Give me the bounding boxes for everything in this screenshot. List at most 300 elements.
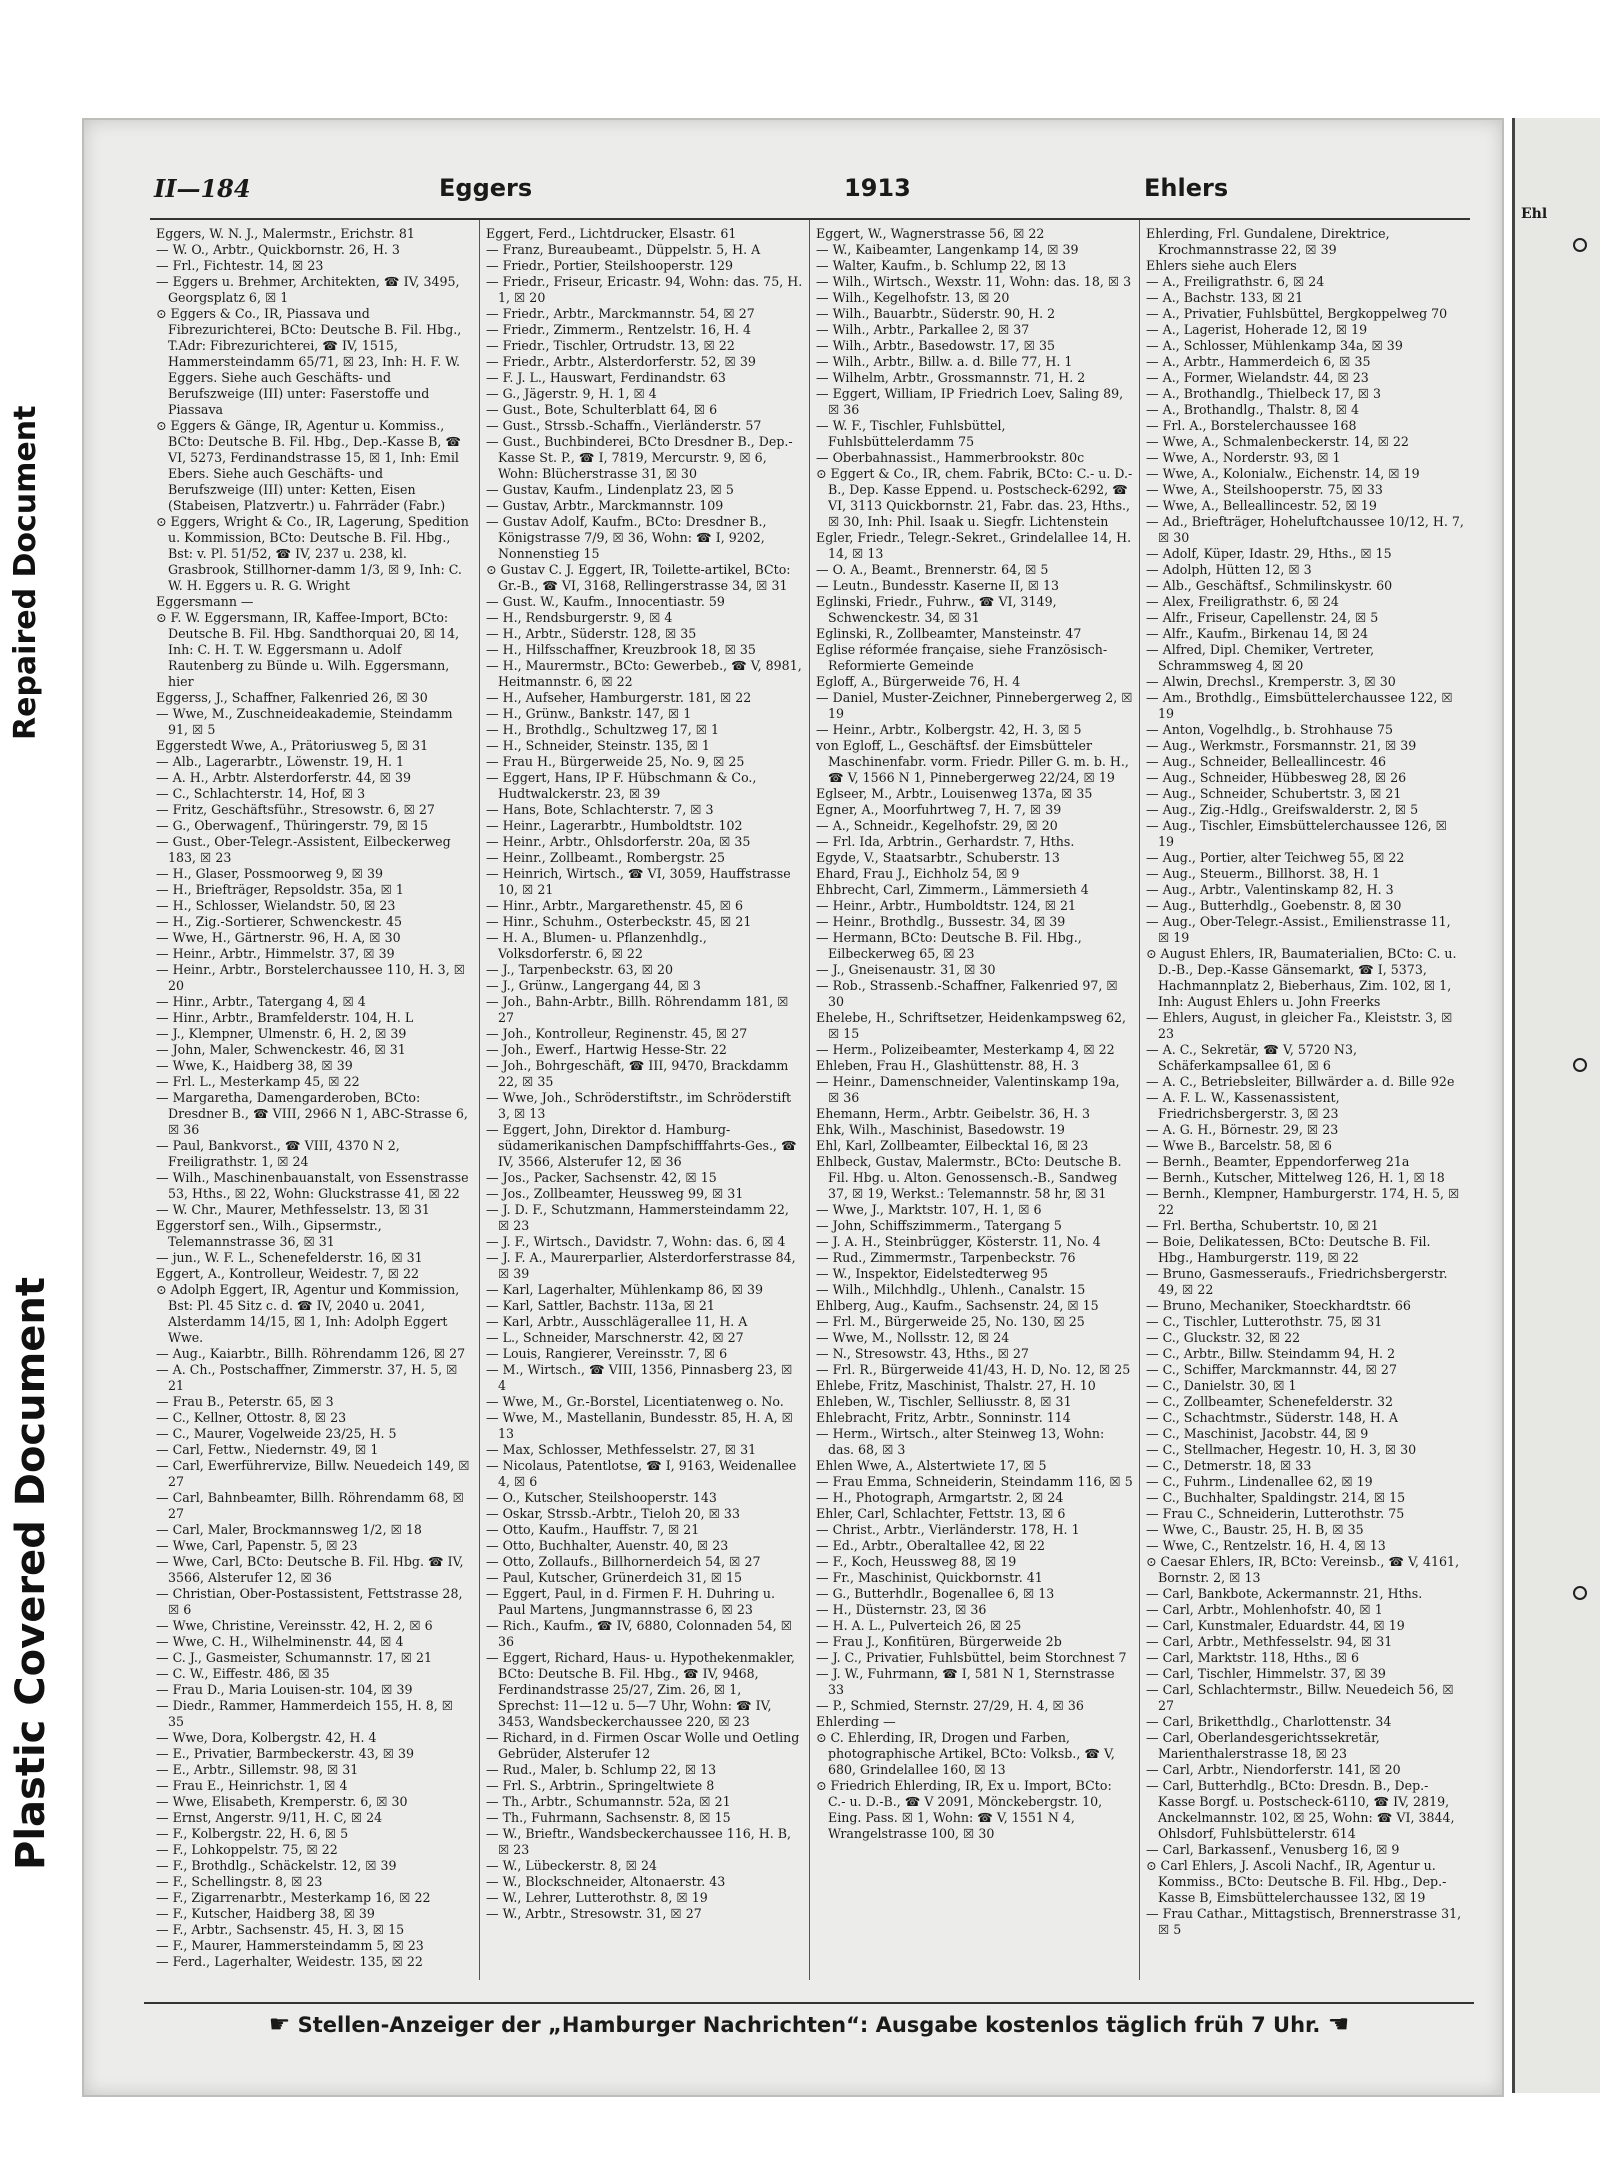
directory-entry: — Aug., Portier, alter Teichweg 55, ☒ 22 bbox=[1146, 850, 1405, 865]
directory-entry: — C., Arbtr., Billw. Steindamm 94, H. 2 bbox=[1146, 1346, 1396, 1361]
directory-entry: — Wilh., Kegelhofstr. 13, ☒ 20 bbox=[816, 290, 1010, 305]
directory-entry: — Am., Brothdlg., Eimsbüttelerchaussee 122, ☒ 19 bbox=[1146, 690, 1453, 721]
directory-entry: — Wwe, C. H., Wilhelminenstr. 44, ☒ 4 bbox=[156, 1634, 404, 1649]
directory-entry: — Alfr., Friseur, Capellenstr. 24, ☒ 5 bbox=[1146, 610, 1379, 625]
column-3 bbox=[810, 220, 1140, 1980]
directory-entry: — Frau J., Konfitüren, Bürgerweide 2b bbox=[816, 1634, 1062, 1649]
directory-entry: — Wwe, Christine, Vereinsstr. 42, H. 2, ☒ 6 bbox=[156, 1618, 433, 1633]
directory-entry: — Margaretha, Damengarderoben, BCto: Dresdner B., ☎ VIII, 2966 N 1, ABC-Strasse 6, ☒ 36 bbox=[156, 1090, 468, 1137]
guide-word-last: Ehlers bbox=[1144, 174, 1229, 202]
directory-entry: — Herm., Wirtsch., alter Steinweg 13, Wohn: das. 68, ☒ 3 bbox=[816, 1426, 1105, 1457]
directory-entry: — Wwe, K., Haidberg 38, ☒ 39 bbox=[156, 1058, 353, 1073]
directory-entry: Eggert, W., Wagnerstrasse 56, ☒ 22 bbox=[816, 226, 1045, 241]
directory-entry: — C., Danielstr. 30, ☒ 1 bbox=[1146, 1378, 1297, 1393]
directory-entry: — J. F., Wirtsch., Davidstr. 7, Wohn: das. 6, ☒ 4 bbox=[486, 1234, 786, 1249]
directory-entry: — Joh., Bahn-Arbtr., Billh. Röhrendamm 181, ☒ 27 bbox=[486, 994, 789, 1025]
directory-entry: — Heinr., Arbtr., Humboldtstr. 124, ☒ 21 bbox=[816, 898, 1077, 913]
directory-entry: — Frau H., Bürgerweide 25, No. 9, ☒ 25 bbox=[486, 754, 745, 769]
directory-entry: Ehlbeck, Gustav, Malermstr., BCto: Deutsche B. Fil. Hbg. u. Alton. Genossensch.-B., Sandweg 37, ☒ 19, Werkst.: Telemannstr. 58 hr, ☒ 31 bbox=[816, 1154, 1122, 1201]
directory-entry: — Friedr., Arbtr., Marckmannstr. 54, ☒ 27 bbox=[486, 306, 755, 321]
directory-entry: ⊙ F. W. Eggersmann, IR, Kaffee-Import, BCto: Deutsche B. Fil. Hbg. Sandthorquai 20, ☒ 14, Inh: C. H. T. W. Eggersmann u. Adolf Rautenberg zu Bünde u. Wilh. Eggersmann, hier bbox=[156, 610, 460, 689]
directory-entry: Ehlerding, Frl. Gundalene, Direktrice, Krochmannstrasse 22, ☒ 39 bbox=[1146, 226, 1390, 257]
directory-entry: — J., Grünw., Langergang 44, ☒ 3 bbox=[486, 978, 701, 993]
directory-entry: — Carl, Kunstmaler, Eduardstr. 44, ☒ 19 bbox=[1146, 1618, 1405, 1633]
directory-entry: — A. G. H., Börnestr. 29, ☒ 23 bbox=[1146, 1122, 1339, 1137]
directory-entry: Eglseer, M., Arbtr., Louisenweg 137a, ☒ 35 bbox=[816, 786, 1093, 801]
directory-entry: — Carl, Barkassenf., Venusberg 16, ☒ 9 bbox=[1146, 1842, 1400, 1857]
directory-entry: — Wwe, M., Zuschneideakademie, Steindamm 91, ☒ 5 bbox=[156, 706, 453, 737]
directory-entry: — A., Brothandlg., Thielbeck 17, ☒ 3 bbox=[1146, 386, 1382, 401]
directory-entry: — Frl., Fichtestr. 14, ☒ 23 bbox=[156, 258, 324, 273]
directory-entry: — H., Glaser, Possmoorweg 9, ☒ 39 bbox=[156, 866, 383, 881]
directory-entry: — Alwin, Drechsl., Kremperstr. 3, ☒ 30 bbox=[1146, 674, 1396, 689]
directory-entry: — Otto, Buchhalter, Auenstr. 40, ☒ 23 bbox=[486, 1538, 729, 1553]
scan-margin bbox=[0, 0, 1600, 55]
directory-entry: — C., Schiffer, Marckmannstr. 44, ☒ 27 bbox=[1146, 1362, 1397, 1377]
directory-entry: — F., Lohkoppelstr. 75, ☒ 22 bbox=[156, 1842, 338, 1857]
directory-entry: — Carl, Schlachtermstr., Billw. Neuedeich 56, ☒ 27 bbox=[1146, 1682, 1454, 1713]
directory-entry: — H., Brothdlg., Schultzweg 17, ☒ 1 bbox=[486, 722, 720, 737]
directory-entry: — Ferd., Lagerhalter, Weidestr. 135, ☒ 22 bbox=[156, 1954, 423, 1969]
directory-entry: — C., Stellmacher, Hegestr. 10, H. 3, ☒ 30 bbox=[1146, 1442, 1417, 1457]
directory-entry: — A., Brothandlg., Thalstr. 8, ☒ 4 bbox=[1146, 402, 1360, 417]
directory-entry: — Nicolaus, Patentlotse, ☎ I, 9163, Weidenallee 4, ☒ 6 bbox=[486, 1458, 797, 1489]
directory-entry: — A. C., Betriebsleiter, Billwärder a. d. Bille 92e bbox=[1146, 1074, 1455, 1089]
directory-entry: ⊙ Eggert & Co., IR, chem. Fabrik, BCto: C.- u. D.-B., Dep. Kasse Eppend. u. Postscheck-6292, ☎ VI, 3113 Quickbornstr. 21, Fabr. das. 23, Hths., ☒ 30, Inh: Phil. Isaak u. Siegfr. Lichtenstein bbox=[816, 466, 1133, 529]
bullet-circle-icon bbox=[1573, 1586, 1587, 1600]
directory-entry: — F., Arbtr., Sachsenstr. 45, H. 3, ☒ 15 bbox=[156, 1922, 405, 1937]
directory-entry: — Wwe, Dora, Kolbergstr. 42, H. 4 bbox=[156, 1730, 377, 1745]
directory-entry: — F. J. L., Hauswart, Ferdinandstr. 63 bbox=[486, 370, 726, 385]
directory-entry: Eggerstorf sen., Wilh., Gipsermstr., Telemannstrasse 36, ☒ 31 bbox=[156, 1218, 382, 1249]
directory-entry: — Wwe, A., Belleallincestr. 52, ☒ 19 bbox=[1146, 498, 1377, 513]
directory-entry: Eggerstedt Wwe, A., Prätoriusweg 5, ☒ 31 bbox=[156, 738, 429, 753]
directory-entry: — Th., Fuhrmann, Sachsenstr. 8, ☒ 15 bbox=[486, 1810, 731, 1825]
directory-entry: — Aug., Butterhdlg., Goebenstr. 8, ☒ 30 bbox=[1146, 898, 1402, 913]
side-label bbox=[0, 0, 70, 2177]
directory-entry: — C., Gluckstr. 32, ☒ 22 bbox=[1146, 1330, 1301, 1345]
directory-entry: — Carl, Fettw., Niedernstr. 49, ☒ 1 bbox=[156, 1442, 379, 1457]
directory-entry: — Wwe, Carl, Papenstr. 5, ☒ 23 bbox=[156, 1538, 358, 1553]
directory-entry: — Louis, Rangierer, Vereinsstr. 7, ☒ 6 bbox=[486, 1346, 728, 1361]
directory-entry: — H., Aufseher, Hamburgerstr. 181, ☒ 22 bbox=[486, 690, 752, 705]
directory-entry: — Otto, Zollaufs., Billhornerdeich 54, ☒ 27 bbox=[486, 1554, 761, 1569]
directory-entry: — Wilh., Arbtr., Basedowstr. 17, ☒ 35 bbox=[816, 338, 1055, 353]
directory-entry: — Aug., Tischler, Eimsbüttelerchaussee 126, ☒ 19 bbox=[1146, 818, 1447, 849]
directory-entry: — C. W., Eiffestr. 486, ☒ 35 bbox=[156, 1666, 330, 1681]
directory-entry: — Heinr., Brothdlg., Bussestr. 34, ☒ 39 bbox=[816, 914, 1066, 929]
directory-entry: — H. A. L., Pulverteich 26, ☒ 25 bbox=[816, 1618, 1022, 1633]
directory-entry: — Leutn., Bundesstr. Kaserne II, ☒ 13 bbox=[816, 578, 1060, 593]
directory-entry: — Heinrich, Wirtsch., ☎ VI, 3059, Hauffstrasse 10, ☒ 21 bbox=[486, 866, 791, 897]
page-header bbox=[154, 174, 1454, 210]
directory-entry: — F., Koch, Heussweg 88, ☒ 19 bbox=[816, 1554, 1017, 1569]
directory-entry: — A., Lagerist, Hoherade 12, ☒ 19 bbox=[1146, 322, 1368, 337]
directory-entry: — Alex, Freiligrathstr. 6, ☒ 24 bbox=[1146, 594, 1339, 609]
directory-entry: ⊙ August Ehlers, IR, Baumaterialien, BCto: C. u. D.-B., Dep.-Kasse Gänsemarkt, ☎ I, 5373, Hachmannplatz 2, Bieberhaus, Zim. 102, ☒ 1, Inh: August Ehlers u. John Freerks bbox=[1146, 946, 1457, 1009]
directory-entry: — Alb., Lagerarbtr., Löwenstr. 19, H. 1 bbox=[156, 754, 404, 769]
side-label-repaired: Repaired Document bbox=[8, 405, 43, 740]
directory-entry: — H., Grünw., Bankstr. 147, ☒ 1 bbox=[486, 706, 692, 721]
directory-entry: Ehk, Wilh., Maschinist, Basedowstr. 19 bbox=[816, 1122, 1065, 1137]
directory-entry: Ehl, Karl, Zollbeamter, Eilbecktal 16, ☒ 23 bbox=[816, 1138, 1089, 1153]
directory-entry: — W., Lübeckerstr. 8, ☒ 24 bbox=[486, 1858, 657, 1873]
directory-entry: — J. F. A., Maurerparlier, Alsterdorferstrasse 84, ☒ 39 bbox=[486, 1250, 796, 1281]
directory-entry: — H., Hilfsschaffner, Kreuzbrook 18, ☒ 35 bbox=[486, 642, 756, 657]
directory-entry: Egloff, A., Bürgerweide 76, H. 4 bbox=[816, 674, 1021, 689]
directory-entry: — Aug., Schneider, Hübbesweg 28, ☒ 26 bbox=[1146, 770, 1407, 785]
directory-entry: — Eggert, Hans, IP F. Hübschmann & Co., Hudtwalckerstr. 23, ☒ 39 bbox=[486, 770, 757, 801]
directory-entry: — Wilh., Milchhdlg., Uhlenh., Canalstr. 15 bbox=[816, 1282, 1086, 1297]
directory-entry: — Frl. Bertha, Schubertstr. 10, ☒ 21 bbox=[1146, 1218, 1379, 1233]
directory-entry: Egler, Friedr., Telegr.-Sekret., Grindelallee 14, H. 14, ☒ 13 bbox=[816, 530, 1132, 561]
directory-entry: — Wwe, A., Schmalenbeckerstr. 14, ☒ 22 bbox=[1146, 434, 1409, 449]
directory-entry: — Wwe, C., Rentzelstr. 16, H. 4, ☒ 13 bbox=[1146, 1538, 1386, 1553]
directory-entry: — C., Tischler, Lutterothstr. 75, ☒ 31 bbox=[1146, 1314, 1383, 1329]
directory-entry: — Bernh., Beamter, Eppendorferweg 21a bbox=[1146, 1154, 1410, 1169]
directory-entry: — F., Schellingstr. 8, ☒ 23 bbox=[156, 1874, 323, 1889]
directory-entry: — Boie, Delikatessen, BCto: Deutsche B. Fil. Hbg., Hamburgerstr. 119, ☒ 22 bbox=[1146, 1234, 1431, 1265]
directory-entry: — Hermann, BCto: Deutsche B. Fil. Hbg., Eilbeckerweg 65, ☒ 23 bbox=[816, 930, 1082, 961]
directory-entry: ⊙ Eggers, Wright & Co., IR, Lagerung, Spedition u. Kommission, BCto: Deutsche B. Fil. Hbg., Bst: v. Pl. 51/52, ☎ IV, 237 u. 238, kl. Grasbrook, Stillhorner-damm 1/3, ☒ 9, Inh: C. W. H. Eggers u. R. G. Wright bbox=[156, 514, 469, 593]
directory-entry: — W. O., Arbtr., Quickbornstr. 26, H. 3 bbox=[156, 242, 400, 257]
directory-entry: — Bruno, Mechaniker, Stoeckhardtstr. 66 bbox=[1146, 1298, 1411, 1313]
directory-entry: Ehlers siehe auch Elers bbox=[1146, 258, 1297, 273]
directory-entry: — Wwe, A., Kolonialw., Eichenstr. 14, ☒ 19 bbox=[1146, 466, 1420, 481]
directory-entry: — Fr., Maschinist, Quickbornstr. 41 bbox=[816, 1570, 1043, 1585]
directory-entry: — A., Former, Wielandstr. 44, ☒ 23 bbox=[1146, 370, 1369, 385]
directory-entry: — W. Chr., Maurer, Methfesselstr. 13, ☒ 31 bbox=[156, 1202, 430, 1217]
directory-entry: — H., Rendsburgerstr. 9, ☒ 4 bbox=[486, 610, 673, 625]
directory-entry: — Wwe, Carl, BCto: Deutsche B. Fil. Hbg. ☎ IV, 3566, Alsterufer 12, ☒ 36 bbox=[156, 1554, 464, 1585]
directory-entry: — J. C., Privatier, Fuhlsbüttel, beim Storchnest 7 bbox=[816, 1650, 1127, 1665]
directory-entry: — Carl, Butterhdlg., BCto: Dresdn. B., Dep.-Kasse Borgf. u. Postscheck-6110, ☎ IV, 2819, Anckelmannstr. 102, ☒ 25, Wohn: ☎ VI, 3844, Ohlsdorf, Fuhlsbüttelerstr. 614 bbox=[1146, 1778, 1455, 1841]
directory-entry: — H., Photograph, Armgartstr. 2, ☒ 24 bbox=[816, 1490, 1064, 1505]
directory-entry: — Carl, Arbtr., Niendorferstr. 141, ☒ 20 bbox=[1146, 1762, 1401, 1777]
directory-entry: ⊙ Adolph Eggert, IR, Agentur und Kommission, Bst: Pl. 45 Sitz c. d. ☎ IV, 2040 u. 2041, Alsterdamm 14/15, ☒ 1, Inh: Adolph Eggert Wwe. bbox=[156, 1282, 460, 1345]
directory-entry: — C., Maurer, Vogelweide 23/25, H. 5 bbox=[156, 1426, 397, 1441]
directory-entry: — Heinr., Arbtr., Kolbergstr. 42, H. 3, ☒ 5 bbox=[816, 722, 1082, 737]
directory-entry: — Karl, Lagerhalter, Mühlenkamp 86, ☒ 39 bbox=[486, 1282, 763, 1297]
directory-entry: — H., Briefträger, Repsoldstr. 35a, ☒ 1 bbox=[156, 882, 404, 897]
directory-entry: — H. A., Blumen- u. Pflanzenhdlg., Volksdorferstr. 6, ☒ 22 bbox=[486, 930, 707, 961]
directory-entry: — Bernh., Kutscher, Mittelweg 126, H. 1, ☒ 18 bbox=[1146, 1170, 1445, 1185]
directory-entry: — A., Privatier, Fuhlsbüttel, Bergkoppelweg 70 bbox=[1146, 306, 1448, 321]
directory-entry: — Paul, Bankvorst., ☎ VIII, 4370 N 2, Freiligrathstr. 1, ☒ 24 bbox=[156, 1138, 400, 1169]
directory-entry: — Frl. S., Arbtrin., Springeltwiete 8 bbox=[486, 1778, 715, 1793]
directory-entry: — Bruno, Gasmesseraufs., Friedrichsbergerstr. 49, ☒ 22 bbox=[1146, 1266, 1448, 1297]
directory-entry: — W., Kaibeamter, Langenkamp 14, ☒ 39 bbox=[816, 242, 1079, 257]
directory-entry: — Carl, Arbtr., Mohlenhofstr. 40, ☒ 1 bbox=[1146, 1602, 1383, 1617]
directory-entry: — A. H., Arbtr. Alsterdorferstr. 44, ☒ 39 bbox=[156, 770, 412, 785]
directory-entry: — A. F. L. W., Kassenassistent, Friedrichsbergerstr. 3, ☒ 23 bbox=[1146, 1090, 1340, 1121]
directory-entry: Ehleben, W., Tischler, Selliusstr. 8, ☒ 31 bbox=[816, 1394, 1072, 1409]
directory-entry: — Heinr., Lagerarbtr., Humboldtstr. 102 bbox=[486, 818, 743, 833]
directory-entry: — Eggert, Richard, Haus- u. Hypothekenmakler, BCto: Deutsche B. Fil. Hbg., ☎ IV, 9468, Ferdinandstrasse 25/27, Zim. 26, ☒ 1, Sprechst: 11—12 u. 5—7 Uhr, Wohn: ☎ IV, 3453, Wandsbeckerchaussee 220, ☒ 23 bbox=[486, 1650, 795, 1729]
directory-entry: — C. J., Gasmeister, Schumannstr. 17, ☒ 21 bbox=[156, 1650, 433, 1665]
directory-entry: — W., Lehrer, Lutterothstr. 8, ☒ 19 bbox=[486, 1890, 708, 1905]
directory-entry: — Heinr., Arbtr., Ohlsdorferstr. 20a, ☒ 35 bbox=[486, 834, 751, 849]
footer-ad bbox=[144, 2002, 1474, 2044]
directory-entry: — Frl. L., Mesterkamp 45, ☒ 22 bbox=[156, 1074, 360, 1089]
directory-entry: — Wwe B., Barcelstr. 58, ☒ 6 bbox=[1146, 1138, 1332, 1153]
directory-entry: Eggert, Ferd., Lichtdrucker, Elsastr. 61 bbox=[486, 226, 737, 241]
directory-entry: — Joh., Ewerf., Hartwig Hesse-Str. 22 bbox=[486, 1042, 727, 1057]
directory-entry: Egyde, V., Staatsarbtr., Schuberstr. 13 bbox=[816, 850, 1060, 865]
directory-entry: — A., Arbtr., Hammerdeich 6, ☒ 35 bbox=[1146, 354, 1371, 369]
directory-entry: — Gust., Strssb.-Schaffn., Vierländerstr. 57 bbox=[486, 418, 762, 433]
directory-entry: — Friedr., Tischler, Ortrudstr. 13, ☒ 22 bbox=[486, 338, 735, 353]
directory-entry: — C., Schachtmstr., Süderstr. 148, H. A bbox=[1146, 1410, 1398, 1425]
directory-entry: — Aug., Schneider, Schubertstr. 3, ☒ 21 bbox=[1146, 786, 1402, 801]
directory-entry: — Wwe, A., Norderstr. 93, ☒ 1 bbox=[1146, 450, 1341, 465]
directory-entry: — A. Ch., Postschaffner, Zimmerstr. 37, H. 5, ☒ 21 bbox=[156, 1362, 458, 1393]
directory-entry: Eggers, W. N. J., Malermstr., Erichstr. 81 bbox=[156, 226, 415, 241]
directory-entry: — O. A., Beamt., Brennerstr. 64, ☒ 5 bbox=[816, 562, 1049, 577]
directory-entry: — jun., W. F. L., Schenefelderstr. 16, ☒ 31 bbox=[156, 1250, 423, 1265]
directory-entry: — C., Zollbeamter, Schenefelderstr. 32 bbox=[1146, 1394, 1393, 1409]
directory-entry: — Carl, Tischler, Himmelstr. 37, ☒ 39 bbox=[1146, 1666, 1386, 1681]
directory-entry: — F., Kolbergstr. 22, H. 6, ☒ 5 bbox=[156, 1826, 349, 1841]
directory-entry: — Aug., Schneider, Belleallincestr. 46 bbox=[1146, 754, 1387, 769]
directory-entry: — Frau C., Schneiderin, Lutterothstr. 75 bbox=[1146, 1506, 1405, 1521]
directory-entry: — Hans, Bote, Schlachterstr. 7, ☒ 3 bbox=[486, 802, 714, 817]
bullet-circle-icon bbox=[1573, 1058, 1587, 1072]
directory-entry: — Wilh., Wirtsch., Wexstr. 11, Wohn: das. 18, ☒ 3 bbox=[816, 274, 1132, 289]
directory-entry: — C., Detmerstr. 18, ☒ 33 bbox=[1146, 1458, 1312, 1473]
directory-entry: — E., Privatier, Barmbeckerstr. 43, ☒ 39 bbox=[156, 1746, 415, 1761]
directory-entry: — Herm., Polizeibeamter, Mesterkamp 4, ☒ 22 bbox=[816, 1042, 1115, 1057]
directory-entry: ⊙ C. Ehlerding, IR, Drogen und Farben, photographische Artikel, BCto: Volksb., ☎ V, 680, Grindelallee 160, ☒ 13 bbox=[816, 1730, 1115, 1777]
guide-word-first: Eggers bbox=[439, 174, 533, 202]
directory-entry: — Ad., Briefträger, Hoheluftchaussee 10/12, H. 7, ☒ 30 bbox=[1146, 514, 1464, 545]
directory-entry: Ehler, Carl, Schlachter, Fettstr. 13, ☒ 6 bbox=[816, 1506, 1066, 1521]
directory-entry: — Frl. M., Bürgerweide 25, No. 130, ☒ 25 bbox=[816, 1314, 1085, 1329]
directory-entry: — J. W., Fuhrmann, ☎ I, 581 N 1, Sternstrasse 33 bbox=[816, 1666, 1115, 1697]
directory-entry: — Alb., Geschäftsf., Schmilinskystr. 60 bbox=[1146, 578, 1393, 593]
directory-entry: — Carl, Marktstr. 118, Hths., ☒ 6 bbox=[1146, 1650, 1360, 1665]
directory-entry: — Gustav, Arbtr., Marckmannstr. 109 bbox=[486, 498, 724, 513]
directory-entry: Ehlebe, Fritz, Maschinist, Thalstr. 27, H. 10 bbox=[816, 1378, 1096, 1393]
directory-entry: — Gust., Buchbinderei, BCto Dresdner B., Dep.-Kasse St. P., ☎ I, 7819, Mercurstr. 9, ☒ 6, Wohn: Blücherstrasse 31, ☒ 30 bbox=[486, 434, 793, 481]
directory-entry: — Friedr., Zimmerm., Rentzelstr. 16, H. 4 bbox=[486, 322, 752, 337]
directory-entry: — Christ., Arbtr., Vierländerstr. 178, H. 1 bbox=[816, 1522, 1080, 1537]
directory-entry: — Daniel, Muster-Zeichner, Pinnebergerweg 2, ☒ 19 bbox=[816, 690, 1133, 721]
directory-entry: Ehard, Frau J., Eichholz 54, ☒ 9 bbox=[816, 866, 1020, 881]
directory-entry: — Frau E., Heinrichstr. 1, ☒ 4 bbox=[156, 1778, 348, 1793]
directory-entry: — Gust. W., Kaufm., Innocentiastr. 59 bbox=[486, 594, 725, 609]
directory-entry: — Ehlers, August, in gleicher Fa., Kleiststr. 3, ☒ 23 bbox=[1146, 1010, 1453, 1041]
directory-entry: — Aug., Werkmstr., Forsmannstr. 21, ☒ 39 bbox=[1146, 738, 1417, 753]
directory-entry: — Fritz, Geschäftsführ., Stresowstr. 6, ☒ 27 bbox=[156, 802, 435, 817]
directory-entry: — Wilh., Maschinenbauanstalt, von Essenstrasse 53, Hths., ☒ 22, Wohn: Gluckstrasse 41, ☒ 22 bbox=[156, 1170, 469, 1201]
directory-entry: — Wilh., Arbtr., Parkallee 2, ☒ 37 bbox=[816, 322, 1030, 337]
directory-entry: — W., Brieftr., Wandsbeckerchaussee 116, H. B, ☒ 23 bbox=[486, 1826, 792, 1857]
directory-entry: — Heinr., Zollbeamt., Rombergstr. 25 bbox=[486, 850, 726, 865]
directory-entry: — Carl, Arbtr., Methfesselstr. 94, ☒ 31 bbox=[1146, 1634, 1393, 1649]
column-2 bbox=[480, 220, 810, 1980]
directory-entry: — Wwe, M., Gr.-Borstel, Licentiatenweg o. No. bbox=[486, 1394, 784, 1409]
directory-entry: — Rich., Kaufm., ☎ IV, 6880, Colonnaden 54, ☒ 36 bbox=[486, 1618, 793, 1649]
directory-entry: ⊙ Carl Ehlers, J. Ascoli Nachf., IR, Agentur u. Kommiss., BCto: Deutsche B. Fil. Hbg., Dep.-Kasse B, Eimsbüttelerchaussee 132, ☒ 19 bbox=[1146, 1858, 1447, 1905]
directory-entry: — Franz, Bureaubeamt., Düppelstr. 5, H. A bbox=[486, 242, 761, 257]
directory-entry: — Frl. A., Borstelerchaussee 168 bbox=[1146, 418, 1357, 433]
directory-entry: Eggert, A., Kontrolleur, Weidestr. 7, ☒ 22 bbox=[156, 1266, 420, 1281]
directory-entry: — G., Butterhdlr., Bogenallee 6, ☒ 13 bbox=[816, 1586, 1055, 1601]
directory-entry: — Jos., Packer, Sachsenstr. 42, ☒ 15 bbox=[486, 1170, 717, 1185]
directory-entry: — E., Arbtr., Sillemstr. 98, ☒ 31 bbox=[156, 1762, 359, 1777]
directory-entry: — H., Schneider, Steinstr. 135, ☒ 1 bbox=[486, 738, 710, 753]
directory-entry: — W., Arbtr., Stresowstr. 31, ☒ 27 bbox=[486, 1906, 702, 1921]
directory-entry: Eglise réformée française, siehe Französisch-Reformierte Gemeinde bbox=[816, 642, 1108, 673]
pointing-hand-icon: ☛ bbox=[268, 2010, 291, 2038]
directory-entry: — Oskar, Strssb.-Arbtr., Tieloh 20, ☒ 33 bbox=[486, 1506, 740, 1521]
directory-entry: — Jos., Zollbeamter, Heussweg 99, ☒ 31 bbox=[486, 1186, 744, 1201]
directory-entry: — Eggert, William, IP Friedrich Loev, Saling 89, ☒ 36 bbox=[816, 386, 1124, 417]
directory-entry: — Frl. Ida, Arbtrin., Gerhardstr. 7, Hths. bbox=[816, 834, 1075, 849]
directory-entry: — Wwe, M., Nollsstr. 12, ☒ 24 bbox=[816, 1330, 1010, 1345]
directory-entry: — J. A. H., Steinbrügger, Kösterstr. 11, No. 4 bbox=[816, 1234, 1101, 1249]
directory-entry: Ehlerding — bbox=[816, 1714, 896, 1729]
directory-entry: Ehemann, Herm., Arbtr. Geibelstr. 36, H. 3 bbox=[816, 1106, 1091, 1121]
directory-entry: — Aug., Zig.-Hdlg., Greifswalderstr. 2, ☒ 5 bbox=[1146, 802, 1419, 817]
directory-entry: — Joh., Kontrolleur, Reginenstr. 45, ☒ 27 bbox=[486, 1026, 748, 1041]
directory-entry: — Wwe, H., Gärtnerstr. 96, H. A, ☒ 30 bbox=[156, 930, 401, 945]
directory-entry: — Frau Cathar., Mittagstisch, Brennerstrasse 31, ☒ 5 bbox=[1146, 1906, 1462, 1937]
directory-entry: — A. C., Sekretär, ☎ V, 5720 N3, Schäferkampsallee 61, ☒ 6 bbox=[1146, 1042, 1357, 1073]
directory-entry: — Frau Emma, Schneiderin, Steindamm 116, ☒ 5 bbox=[816, 1474, 1133, 1489]
directory-entry: — A., Bachstr. 133, ☒ 21 bbox=[1146, 290, 1304, 305]
directory-entry: — W., Inspektor, Eidelstedterweg 95 bbox=[816, 1266, 1048, 1281]
directory-entry: — C., Schlachterstr. 14, Hof, ☒ 3 bbox=[156, 786, 366, 801]
directory-entry: — Heinr., Arbtr., Borstelerchaussee 110, H. 3, ☒ 20 bbox=[156, 962, 465, 993]
directory-entry: — A., Schlosser, Mühlenkamp 34a, ☒ 39 bbox=[1146, 338, 1403, 353]
directory-entry: — Wwe, Elisabeth, Kremperstr. 6, ☒ 30 bbox=[156, 1794, 408, 1809]
directory-entry: — G., Jägerstr. 9, H. 1, ☒ 4 bbox=[486, 386, 657, 401]
directory-entry: Ehlebracht, Fritz, Arbtr., Sonninstr. 114 bbox=[816, 1410, 1071, 1425]
directory-entry: Ehbrecht, Carl, Zimmerm., Lämmersieth 4 bbox=[816, 882, 1089, 897]
directory-entry: — Aug., Kaiarbtr., Billh. Röhrendamm 126, ☒ 27 bbox=[156, 1346, 466, 1361]
directory-entry: — C., Kellner, Ottostr. 8, ☒ 23 bbox=[156, 1410, 347, 1425]
column-4 bbox=[1140, 220, 1470, 1980]
directory-entry: — Gustav Adolf, Kaufm., BCto: Dresdner B., Königstrasse 7/9, ☒ 36, Wohn: ☎ I, 9202, Nonnenstieg 15 bbox=[486, 514, 767, 561]
directory-entry: — Bernh., Klempner, Hamburgerstr. 174, H. 5, ☒ 22 bbox=[1146, 1186, 1460, 1217]
directory-entry: — Hinr., Arbtr., Bramfelderstr. 104, H. L bbox=[156, 1010, 414, 1025]
directory-entry: — Hinr., Arbtr., Margarethenstr. 45, ☒ 6 bbox=[486, 898, 743, 913]
directory-entry: — F., Zigarrenarbtr., Mesterkamp 16, ☒ 22 bbox=[156, 1890, 431, 1905]
directory-entry: — Ed., Arbtr., Oberaltallee 42, ☒ 22 bbox=[816, 1538, 1046, 1553]
directory-entry: — Wwe, A., Steilshooperstr. 75, ☒ 33 bbox=[1146, 482, 1383, 497]
directory-entry: — Carl, Oberlandesgerichtssekretär, Marienthalerstrasse 18, ☒ 23 bbox=[1146, 1730, 1380, 1761]
directory-entry: Egner, A., Moorfuhrtweg 7, H. 7, ☒ 39 bbox=[816, 802, 1062, 817]
directory-entry: — Wilhelm, Arbtr., Grossmannstr. 71, H. 2 bbox=[816, 370, 1086, 385]
directory-columns bbox=[150, 218, 1470, 1988]
directory-entry: — Aug., Ober-Telegr.-Assist., Emilienstrasse 11, ☒ 19 bbox=[1146, 914, 1451, 945]
directory-entry: Eglinski, R., Zollbeamter, Mansteinstr. 47 bbox=[816, 626, 1082, 641]
directory-entry: — Alfr., Kaufm., Birkenau 14, ☒ 24 bbox=[1146, 626, 1369, 641]
directory-entry: — J., Klempner, Ulmenstr. 6, H. 2, ☒ 39 bbox=[156, 1026, 407, 1041]
directory-entry: — Diedr., Rammer, Hammerdeich 155, H. 8, ☒ 35 bbox=[156, 1698, 454, 1729]
directory-entry: Eggerss, J., Schaffner, Falkenried 26, ☒ 30 bbox=[156, 690, 428, 705]
directory-entry: — Eggert, Paul, in d. Firmen F. H. Duhring u. Paul Martens, Jungmannstrasse 6, ☒ 23 bbox=[486, 1586, 775, 1617]
directory-entry: — Christian, Ober-Postassistent, Fettstrasse 28, ☒ 6 bbox=[156, 1586, 463, 1617]
directory-entry: — Eggers u. Brehmer, Architekten, ☎ IV, 3495, Georgsplatz 6, ☒ 1 bbox=[156, 274, 460, 305]
directory-entry: — Walter, Kaufm., b. Schlump 22, ☒ 13 bbox=[816, 258, 1067, 273]
directory-entry: — F., Brothdlg., Schäckelstr. 12, ☒ 39 bbox=[156, 1858, 397, 1873]
directory-entry: — H., Schlosser, Wielandstr. 50, ☒ 23 bbox=[156, 898, 396, 913]
directory-entry: — Frl. R., Bürgerweide 41/43, H. D, No. 12, ☒ 25 bbox=[816, 1362, 1131, 1377]
directory-entry: ⊙ Gustav C. J. Eggert, IR, Toilette-artikel, BCto: Gr.-B., ☎ VI, 3168, Rellingerstrasse 34, ☒ 31 bbox=[486, 562, 791, 593]
directory-entry: — H., Arbtr., Süderstr. 128, ☒ 35 bbox=[486, 626, 697, 641]
directory-entry: — Oberbahnassist., Hammerbrookstr. 80c bbox=[816, 450, 1085, 465]
directory-entry: — Ernst, Angerstr. 9/11, H. C, ☒ 24 bbox=[156, 1810, 383, 1825]
directory-entry: — Rud., Maler, b. Schlump 22, ☒ 13 bbox=[486, 1762, 717, 1777]
directory-entry: — Friedr., Portier, Steilshooperstr. 129 bbox=[486, 258, 733, 273]
directory-entry: — M., Wirtsch., ☎ VIII, 1356, Pinnasberg 23, ☒ 4 bbox=[486, 1362, 793, 1393]
directory-entry: — Aug., Steuerm., Billhorst. 38, H. 1 bbox=[1146, 866, 1381, 881]
directory-entry: — Karl, Arbtr., Ausschlägerallee 11, H. A bbox=[486, 1314, 748, 1329]
directory-entry: — Max, Schlosser, Methfesselstr. 27, ☒ 31 bbox=[486, 1442, 757, 1457]
directory-entry: — G., Oberwagenf., Thüringerstr. 79, ☒ 15 bbox=[156, 818, 429, 833]
directory-entry: — Wwe, C., Baustr. 25, H. B, ☒ 35 bbox=[1146, 1522, 1364, 1537]
directory-entry: ⊙ Eggers & Gänge, IR, Agentur u. Kommiss., BCto: Deutsche B. Fil. Hbg., Dep.-Kasse B, ☎ VI, 5273, Ferdinandstrasse 15, ☒ 1, Inh: Emil Ebers. Siehe auch Geschäfts- und Berufszweige (III) unter: Ketten, Eisen (Stabeisen, Platzvertr.) u. Fahrräder (Fabr.) bbox=[156, 418, 462, 513]
directory-entry: — Wwe, J., Marktstr. 107, H. 1, ☒ 6 bbox=[816, 1202, 1042, 1217]
directory-entry: — Adolf, Küper, Idastr. 29, Hths., ☒ 15 bbox=[1146, 546, 1392, 561]
directory-entry: — Friedr., Friseur, Ericastr. 94, Wohn: das. 75, H. 1, ☒ 20 bbox=[486, 274, 803, 305]
directory-page bbox=[82, 118, 1504, 2097]
directory-entry: — John, Schiffszimmerm., Tatergang 5 bbox=[816, 1218, 1062, 1233]
directory-entry: — Wwe, M., Mastellanin, Bundesstr. 85, H. A, ☒ 13 bbox=[486, 1410, 793, 1441]
directory-entry: Ehelebe, H., Schriftsetzer, Heidenkampsweg 62, ☒ 15 bbox=[816, 1010, 1127, 1041]
directory-entry: — Wilh., Bauarbtr., Süderstr. 90, H. 2 bbox=[816, 306, 1056, 321]
directory-entry: Ehlen Wwe, A., Alstertwiete 17, ☒ 5 bbox=[816, 1458, 1047, 1473]
directory-entry: — Heinr., Damenschneider, Valentinskamp 19a, ☒ 36 bbox=[816, 1074, 1120, 1105]
directory-entry: ⊙ Caesar Ehlers, IR, BCto: Vereinsb., ☎ V, 4161, Bornstr. 2, ☒ 13 bbox=[1146, 1554, 1460, 1585]
directory-entry: — L., Schneider, Marschnerstr. 42, ☒ 27 bbox=[486, 1330, 744, 1345]
side-label-plastic: Plastic Covered Document bbox=[8, 1276, 54, 1870]
column-1 bbox=[150, 220, 480, 1980]
directory-entry: — Frau D., Maria Louisen-str. 104, ☒ 39 bbox=[156, 1682, 413, 1697]
directory-entry: — J. D. F., Schutzmann, Hammersteindamm 22, ☒ 23 bbox=[486, 1202, 789, 1233]
directory-entry: — Carl, Bankbote, Ackermannstr. 21, Hths. bbox=[1146, 1586, 1423, 1601]
directory-entry: Eglinski, Friedr., Fuhrw., ☎ VI, 3149, Schwenckestr. 34, ☒ 31 bbox=[816, 594, 1057, 625]
directory-entry: — Hinr., Arbtr., Tatergang 4, ☒ 4 bbox=[156, 994, 366, 1009]
directory-entry: — Hinr., Schuhm., Osterbeckstr. 45, ☒ 21 bbox=[486, 914, 752, 929]
directory-entry: — Gust., Bote, Schulterblatt 64, ☒ 6 bbox=[486, 402, 718, 417]
directory-entry: — Alfred, Dipl. Chemiker, Vertreter, Schrammsweg 4, ☒ 20 bbox=[1146, 642, 1375, 673]
directory-entry: — Th., Arbtr., Schumannstr. 52a, ☒ 21 bbox=[486, 1794, 731, 1809]
directory-entry: — Gustav, Kaufm., Lindenplatz 23, ☒ 5 bbox=[486, 482, 734, 497]
directory-entry: — John, Maler, Schwenckestr. 46, ☒ 31 bbox=[156, 1042, 406, 1057]
directory-entry: — N., Stresowstr. 43, Hths., ☒ 27 bbox=[816, 1346, 1029, 1361]
page-number: II—184 bbox=[154, 174, 251, 203]
directory-entry: — Gust., Ober-Telegr.-Assistent, Eilbeckerweg 183, ☒ 23 bbox=[156, 834, 451, 865]
directory-entry: — C., Buchhalter, Spaldingstr. 214, ☒ 15 bbox=[1146, 1490, 1406, 1505]
directory-entry: — C., Maschinist, Jacobstr. 44, ☒ 9 bbox=[1146, 1426, 1369, 1441]
directory-entry: Eggersmann — bbox=[156, 594, 254, 609]
directory-entry: — W. F., Tischler, Fuhlsbüttel, Fuhlsbüttelerdamm 75 bbox=[816, 418, 1006, 449]
adjacent-page-edge bbox=[1512, 118, 1600, 2093]
directory-entry: — A., Schneidr., Kegelhofstr. 29, ☒ 20 bbox=[816, 818, 1058, 833]
directory-entry: — Wwe, Joh., Schröderstiftstr., im Schröderstift 3, ☒ 13 bbox=[486, 1090, 792, 1121]
directory-entry: — C., Fuhrm., Lindenallee 62, ☒ 19 bbox=[1146, 1474, 1373, 1489]
directory-entry: — F., Kutscher, Haidberg 38, ☒ 39 bbox=[156, 1906, 375, 1921]
directory-entry: — Heinr., Arbtr., Himmelstr. 37, ☒ 39 bbox=[156, 946, 395, 961]
year-label: 1913 bbox=[844, 174, 911, 202]
directory-entry: — Rud., Zimmermstr., Tarpenbeckstr. 76 bbox=[816, 1250, 1076, 1265]
directory-entry: — Karl, Sattler, Bachstr. 113a, ☒ 21 bbox=[486, 1298, 715, 1313]
directory-entry: — Carl, Maler, Brockmannsweg 1/2, ☒ 18 bbox=[156, 1522, 422, 1537]
